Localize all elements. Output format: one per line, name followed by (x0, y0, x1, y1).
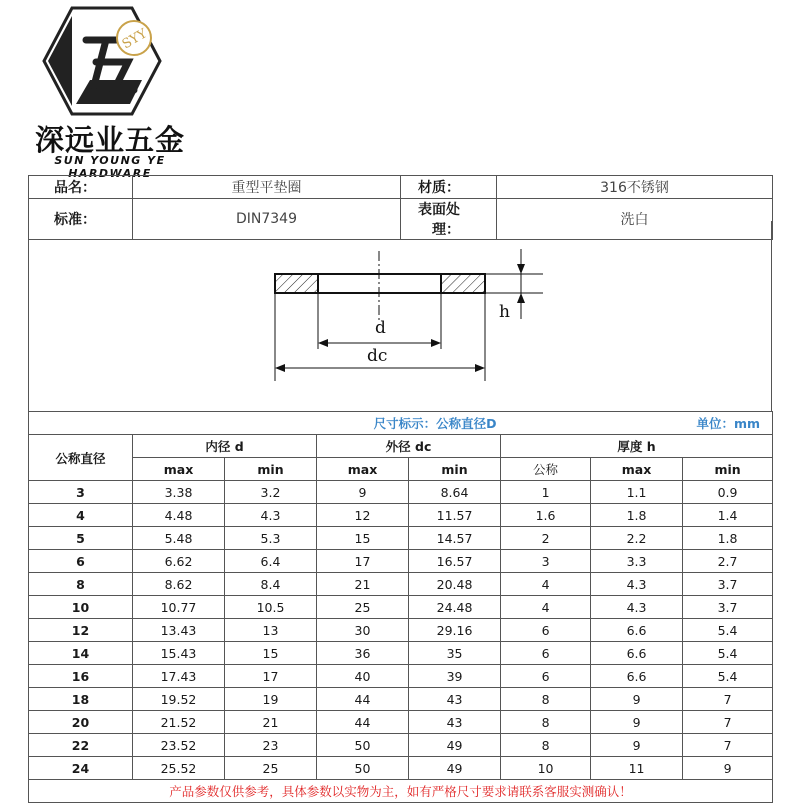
thickness-min-cell: 1.4 (683, 504, 773, 527)
outer-diameter-label: dc (367, 346, 388, 366)
outer-min-cell: 39 (409, 665, 501, 688)
thickness-nominal-cell: 4 (501, 573, 591, 596)
outer-min-cell: 11.57 (409, 504, 501, 527)
thickness-nominal-cell: 1 (501, 481, 591, 504)
inner-diameter-label: d (375, 318, 386, 338)
outer-max-cell: 15 (317, 527, 409, 550)
thickness-min-cell: 2.7 (683, 550, 773, 573)
outer-max-cell: 12 (317, 504, 409, 527)
inner-min-cell: 21 (225, 711, 317, 734)
header-row (29, 435, 773, 458)
thickness-label: h (499, 302, 510, 322)
thickness-min-cell: 7 (683, 734, 773, 757)
info-row (29, 176, 773, 199)
inner-max-cell: 23.52 (133, 734, 225, 757)
nominal-diameter-cell: 20 (29, 711, 133, 734)
inner-max-cell: 19.52 (133, 688, 225, 711)
product-name-label: 品名： (29, 176, 133, 199)
nominal-diameter-cell: 6 (29, 550, 133, 573)
table-row (29, 642, 773, 665)
outer-min-cell: 29.16 (409, 619, 501, 642)
subheader-thickness-min: min (683, 458, 773, 481)
thickness-min-cell: 3.7 (683, 596, 773, 619)
inner-min-cell: 17 (225, 665, 317, 688)
table-row (29, 665, 773, 688)
inner-max-cell: 10.77 (133, 596, 225, 619)
brand-name-cn: 深远业五金 (34, 123, 185, 157)
table-row (29, 619, 773, 642)
thickness-max-cell: 9 (591, 688, 683, 711)
disclaimer: 产品参数仅供参考，具体参数以实物为主，如有严格尺寸要求请联系客服实测确认！ (29, 780, 773, 803)
outer-max-cell: 50 (317, 757, 409, 780)
table-row (29, 688, 773, 711)
surface-label: 表面处理： (401, 199, 497, 240)
inner-max-cell: 25.52 (133, 757, 225, 780)
washer-drawing-panel (28, 221, 772, 411)
disclaimer-row (29, 780, 773, 803)
inner-max-cell: 3.38 (133, 481, 225, 504)
nominal-diameter-cell: 16 (29, 665, 133, 688)
surface-value: 洗白 (497, 199, 773, 240)
nominal-diameter-cell: 5 (29, 527, 133, 550)
size-note: 尺寸标示：公称直径D (29, 412, 501, 435)
thickness-max-cell: 9 (591, 711, 683, 734)
thickness-max-cell: 1.1 (591, 481, 683, 504)
outer-max-cell: 50 (317, 734, 409, 757)
table-row (29, 596, 773, 619)
outer-min-cell: 20.48 (409, 573, 501, 596)
inner-min-cell: 13 (225, 619, 317, 642)
inner-max-cell: 15.43 (133, 642, 225, 665)
outer-min-cell: 49 (409, 734, 501, 757)
spec-table (28, 411, 773, 803)
thickness-max-cell: 2.2 (591, 527, 683, 550)
inner-max-cell: 8.62 (133, 573, 225, 596)
thickness-max-cell: 9 (591, 734, 683, 757)
inner-max-cell: 6.62 (133, 550, 225, 573)
header-nominal: 公称直径 (29, 435, 133, 481)
nominal-diameter-cell: 3 (29, 481, 133, 504)
subheader-inner-max: max (133, 458, 225, 481)
thickness-nominal-cell: 4 (501, 596, 591, 619)
inner-min-cell: 25 (225, 757, 317, 780)
thickness-min-cell: 1.8 (683, 527, 773, 550)
thickness-nominal-cell: 1.6 (501, 504, 591, 527)
inner-min-cell: 5.3 (225, 527, 317, 550)
inner-min-cell: 4.3 (225, 504, 317, 527)
brand-logo (42, 4, 162, 119)
thickness-nominal-cell: 8 (501, 711, 591, 734)
thickness-nominal-cell: 6 (501, 642, 591, 665)
thickness-nominal-cell: 10 (501, 757, 591, 780)
outer-min-cell: 43 (409, 688, 501, 711)
nominal-diameter-cell: 14 (29, 642, 133, 665)
header-outer: 外径 dc (317, 435, 501, 458)
outer-max-cell: 44 (317, 688, 409, 711)
subheader-outer-min: min (409, 458, 501, 481)
thickness-min-cell: 3.7 (683, 573, 773, 596)
brand-name-en: SUN YOUNG YE HARDWARE (54, 154, 166, 180)
inner-min-cell: 19 (225, 688, 317, 711)
thickness-nominal-cell: 2 (501, 527, 591, 550)
hatch-right (441, 275, 484, 292)
inner-max-cell: 21.52 (133, 711, 225, 734)
thickness-min-cell: 7 (683, 711, 773, 734)
inner-min-cell: 10.5 (225, 596, 317, 619)
thickness-nominal-cell: 3 (501, 550, 591, 573)
material-label: 材质： (401, 176, 497, 199)
thickness-nominal-cell: 8 (501, 734, 591, 757)
outer-min-cell: 24.48 (409, 596, 501, 619)
nominal-diameter-cell: 10 (29, 596, 133, 619)
material-value: 316不锈钢 (497, 176, 773, 199)
outer-min-cell: 14.57 (409, 527, 501, 550)
note-row (29, 412, 773, 435)
inner-min-cell: 6.4 (225, 550, 317, 573)
standard-label: 标准： (29, 199, 133, 240)
thickness-min-cell: 7 (683, 688, 773, 711)
outer-max-cell: 30 (317, 619, 409, 642)
outer-max-cell: 36 (317, 642, 409, 665)
logo-monogram: SYY (119, 26, 150, 53)
nominal-diameter-cell: 18 (29, 688, 133, 711)
header-thickness: 厚度 h (501, 435, 773, 458)
nominal-diameter-cell: 22 (29, 734, 133, 757)
product-name-value: 重型平垫圈 (133, 176, 401, 199)
table-row (29, 550, 773, 573)
inner-min-cell: 8.4 (225, 573, 317, 596)
brand-header (0, 0, 800, 180)
unit-note: 单位：mm (501, 412, 773, 435)
outer-max-cell: 17 (317, 550, 409, 573)
thickness-max-cell: 6.6 (591, 642, 683, 665)
table-row (29, 757, 773, 780)
inner-min-cell: 3.2 (225, 481, 317, 504)
subheader-row (29, 458, 773, 481)
outer-max-cell: 9 (317, 481, 409, 504)
inner-max-cell: 5.48 (133, 527, 225, 550)
thickness-nominal-cell: 6 (501, 619, 591, 642)
thickness-max-cell: 11 (591, 757, 683, 780)
nominal-diameter-cell: 8 (29, 573, 133, 596)
thickness-nominal-cell: 8 (501, 688, 591, 711)
nominal-diameter-cell: 4 (29, 504, 133, 527)
thickness-max-cell: 1.8 (591, 504, 683, 527)
inner-max-cell: 4.48 (133, 504, 225, 527)
table-row (29, 527, 773, 550)
table-row (29, 573, 773, 596)
spec-rows (29, 481, 773, 780)
subheader-thickness-max: max (591, 458, 683, 481)
thickness-max-cell: 6.6 (591, 665, 683, 688)
outer-min-cell: 16.57 (409, 550, 501, 573)
thickness-max-cell: 6.6 (591, 619, 683, 642)
outer-max-cell: 44 (317, 711, 409, 734)
nominal-diameter-cell: 24 (29, 757, 133, 780)
inner-max-cell: 13.43 (133, 619, 225, 642)
inner-min-cell: 15 (225, 642, 317, 665)
thickness-min-cell: 5.4 (683, 642, 773, 665)
thickness-min-cell: 5.4 (683, 665, 773, 688)
thickness-min-cell: 5.4 (683, 619, 773, 642)
subheader-inner-min: min (225, 458, 317, 481)
washer-cross-section-diagram (29, 221, 771, 411)
subheader-outer-max: max (317, 458, 409, 481)
outer-min-cell: 49 (409, 757, 501, 780)
thickness-max-cell: 3.3 (591, 550, 683, 573)
inner-min-cell: 23 (225, 734, 317, 757)
nominal-diameter-cell: 12 (29, 619, 133, 642)
thickness-nominal-cell: 6 (501, 665, 591, 688)
thickness-min-cell: 0.9 (683, 481, 773, 504)
table-row (29, 481, 773, 504)
outer-max-cell: 25 (317, 596, 409, 619)
outer-min-cell: 35 (409, 642, 501, 665)
hatch-left (276, 275, 318, 292)
outer-min-cell: 43 (409, 711, 501, 734)
thickness-min-cell: 9 (683, 757, 773, 780)
outer-max-cell: 40 (317, 665, 409, 688)
outer-min-cell: 8.64 (409, 481, 501, 504)
thickness-max-cell: 4.3 (591, 573, 683, 596)
subheader-thickness-nominal: 公称 (501, 458, 591, 481)
table-row (29, 711, 773, 734)
table-row (29, 504, 773, 527)
header-inner: 内径 d (133, 435, 317, 458)
outer-max-cell: 21 (317, 573, 409, 596)
thickness-max-cell: 4.3 (591, 596, 683, 619)
table-row (29, 734, 773, 757)
inner-max-cell: 17.43 (133, 665, 225, 688)
standard-value: DIN7349 (133, 199, 401, 240)
